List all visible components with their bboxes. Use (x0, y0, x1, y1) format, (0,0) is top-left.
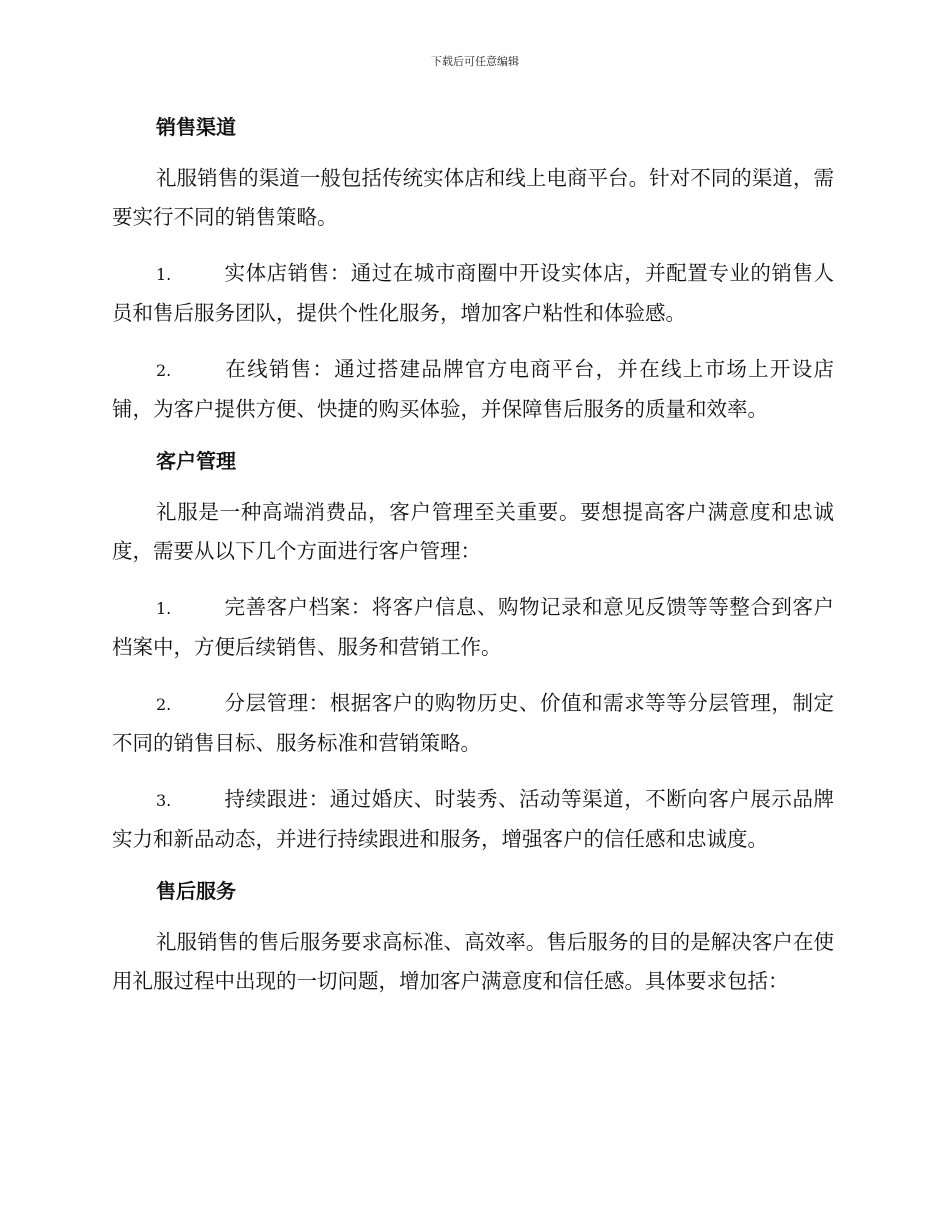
list-item (112, 588, 834, 667)
list-item-number: 1. (156, 265, 172, 284)
section-intro-paragraph: 礼服销售的渠道一般包括传统实体店和线上电商平台。针对不同的渠道，需要实行不同的销售策略。 (112, 166, 834, 229)
list-item-number: 1. (156, 599, 172, 618)
section-heading-sales-channels: 销售渠道 (156, 115, 236, 139)
list-item (112, 780, 834, 859)
list-item-text: 分层管理：根据客户的购物历史、价值和需求等等分层管理，制定不同的销售目标、服务标准和营销策略。 (112, 691, 834, 755)
list-item (112, 254, 834, 333)
section-intro-paragraph: 礼服是一种高端消费品，客户管理至关重要。要想提高客户满意度和忠诚度，需要从以下几个方面进行客户管理： (112, 500, 834, 563)
list-item (112, 684, 834, 763)
section-heading-customer-management: 客户管理 (156, 449, 236, 473)
section-heading-after-sales-service: 售后服务 (156, 879, 236, 903)
section-intro-paragraph: 礼服销售的售后服务要求高标准、高效率。售后服务的目的是解决客户在使用礼服过程中出现的一切问题，增加客户满意度和信任感。具体要求包括： (112, 930, 834, 993)
list-item (112, 350, 834, 429)
document-body (112, 108, 834, 1001)
list-item-number: 2. (156, 361, 172, 380)
list-item-text: 完善客户档案：将客户信息、购物记录和意见反馈等等整合到客户档案中，方便后续销售、服务和营销工作。 (112, 595, 834, 659)
list-item-text: 实体店销售：通过在城市商圈中开设实体店，并配置专业的销售人员和售后服务团队，提供个性化服务，增加客户粘性和体验感。 (112, 261, 834, 325)
page-header: 下载后可任意编辑 (431, 55, 519, 68)
list-item-text: 在线销售：通过搭建品牌官方电商平台，并在线上市场上开设店铺，为客户提供方便、快捷的购买体验，并保障售后服务的质量和效率。 (112, 357, 834, 421)
list-item-number: 2. (156, 695, 172, 714)
list-item-text: 持续跟进：通过婚庆、时装秀、活动等渠道，不断向客户展示品牌实力和新品动态，并进行持续跟进和服务，增强客户的信任感和忠诚度。 (112, 787, 834, 851)
list-item-number: 3. (156, 791, 172, 810)
